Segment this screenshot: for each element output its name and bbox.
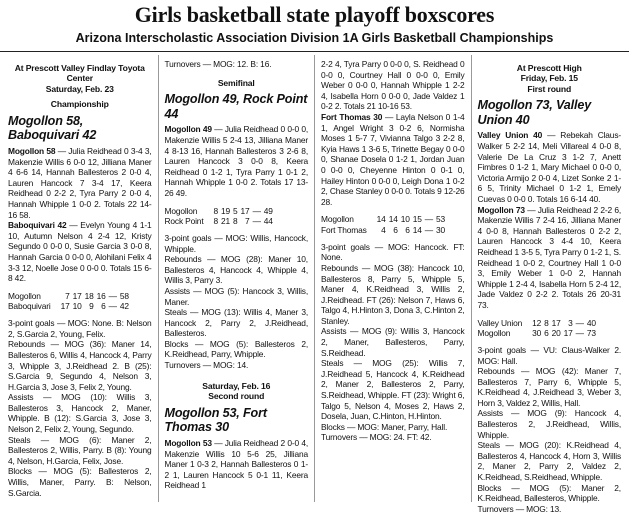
game-title: Mogollon 53, Fort Thomas 30 xyxy=(164,405,267,435)
venue-heading xyxy=(8,63,152,94)
team-name: Mogollon 58 xyxy=(8,146,56,156)
headline: Girls basketball state playoff boxscores xyxy=(134,2,495,27)
round-label: Semifinal xyxy=(217,77,255,88)
game-note: Turnovers — MOG: 13. xyxy=(477,503,562,514)
game-title: Mogollon 73, Valley Union 40 xyxy=(477,98,592,127)
score-row: Baboquivari 17 10 9 6 — 42 xyxy=(8,300,129,311)
team-name: Mogollon 49 xyxy=(164,124,212,135)
score-row: Rock Point 8 21 8 7 — 44 xyxy=(164,215,273,226)
game-note: Assists — MOG (10): Willis 3, Ballesteros 3, Hancock 2, Maner, Whipple. B (12): S.Garcia 3, Jose 3, Nelson 2, Felix 2, Young, Segundo. xyxy=(8,392,152,435)
team-name: Fort Thomas 30 xyxy=(321,111,383,122)
player-stats: — Julia Reidhead 0 3-4 3, Makenzie Willis 6 0-0 12, Jilliana Maner 4 6-6 14, Hannah Ballesteros 2 0-0 4, Lauren Hancock 7 3-4 17, Keera Reidhead 0 2-2 2, Tyra Parry 2 0-0 4, Hannah Whipple 1 0-0 2. Totals 22 14-16 58. xyxy=(8,146,152,220)
player-stats: — Julia Reidhead 2 0-0 4, Makenzie Willis 10 5-6 25, Jilliana Maner 1 0-3 2, Hannah Ballesteros 0 1-2 1, Lauren Hancock 5 0-1 11, Keera Reidhead 1 xyxy=(164,438,308,491)
subheadline: Arizona Interscholastic Association Division 1A Girls Basketball Championships xyxy=(75,31,554,45)
team-name: Mogollon 73 xyxy=(477,204,525,215)
game-note: 3-point goals — MOG: Hancock. FT: None. xyxy=(321,241,465,263)
game-note: Assists — MOG (5): Hancock 3, Willis, Maner. xyxy=(164,285,308,307)
column-4 xyxy=(471,55,628,514)
game-title: Mogollon 49, Rock Point 44 xyxy=(164,92,308,121)
team-stat-line xyxy=(165,438,309,491)
column-3 xyxy=(314,55,471,502)
game-note: Blocks — MOG (5): Maner 2, K.Reidhead, Ballesteros, Whipple. xyxy=(477,482,621,504)
player-stats: — Rebekah Claus-Walker 5 2-2 14, Meli Villareal 4 0-0 8, Valerie De La Cruz 3 1-2 7, Anett Fimbres 0 1-2 1, Mary Michael 0 0-0 0, Victoria Armijo 2 0-0 4, Lizet Sonke 2 1-6 5, Trinity Michael 0 1-2 1, Emely Cuevas 0 0-0 0. Totals 16 6-14 40. xyxy=(477,130,621,204)
venue-name: At Prescott Valley Findlay Toyota Center xyxy=(14,63,145,84)
game-note: Blocks — MOG (5): Ballesteros 2, K.Reidhead, Parry, Whipple. xyxy=(164,338,308,360)
round-label: Second round xyxy=(208,391,265,402)
player-stats-continued: 2-2 4, Tyra Parry 0 0-0 0, S. Reidhead 0 0-0 0, Courtney Hall 0 0-0 0, Emily Weber 0 0-0 0, Hannah Whipple 1 2-2 4, Isabella Horn 0 0-0 0, Jade Valdez 1 0-2 2. Totals 21 10-16 53. xyxy=(321,59,465,112)
score-by-quarter xyxy=(478,318,599,338)
team-stat-line xyxy=(8,146,152,220)
game-note: Turnovers — MOG: 14. xyxy=(164,360,249,371)
game-note: Rebounds — MOG (38): Hancock 10, Ballesteros 8, Parry 5, Whipple 5, Maner 4, K.Reidhead 3, Willis 2, J.Reidhead. FT (26): Nelson 7, Haws 6, Talgo 4, H.Hinton 3, Dona 3, C.Hinton 2, Stanley. xyxy=(321,262,465,326)
score-by-quarter xyxy=(321,214,448,234)
game-note: Turnovers — MOG: 12. B: 16. xyxy=(164,59,272,69)
team-stat-line xyxy=(165,124,309,198)
team-stat-line xyxy=(478,205,622,311)
game-note: Turnovers — MOG: 24. FT: 42. xyxy=(321,432,432,443)
score-by-quarter xyxy=(165,206,276,226)
game-note: 3-point goals — MOG: None. B: Nelson 2, S.Garcia 2, Young, Felix. xyxy=(8,318,152,339)
game-note: 3-point goals — VU: Claus-Walker 2. MOG: Hall. xyxy=(477,344,621,366)
score-row: Valley Union 12 8 17 3 — 40 xyxy=(477,317,596,328)
score-row: Mogollon 14 14 10 15 — 53 xyxy=(321,214,445,225)
venue-heading xyxy=(478,63,622,94)
game-note: Rebounds — MOG (42): Maner 7, Ballesteros 7, Parry 6, Whipple 5, K.Reidhead 4, J.Reidhead 3, Weber 3, Horn 3, Valdez 2, Willis, Hall. xyxy=(477,366,621,408)
round-heading xyxy=(165,381,309,402)
game-note: Rebounds — MOG (28): Maner 10, Ballesteros 4, Hancock 4, Whipple 4, Willis 3, Parry 3. xyxy=(164,254,308,286)
player-stats: — Julia Reidhead 2 2-2 6, Makenzie Willis 7 2-4 16, Jilliana Maner 4 0-0 8, Hannah Ballesteros 0 2-2 2, Lauren Hancock 3 4-4 10, Keera Reidhead 1 3-5 5, Tyra Parry 0 1-2 1, S. Reidhead 1 0-0 2, Courtney Hall 1 0-0 3, Emily Weber 1 0-0 2, Hannah Whipple 1 2-4 4, Isabella Horn 5 2-4 12, Jade Valdez 0 2-2 2. Totals 26 20-31 73. xyxy=(477,204,621,310)
team-name: Baboquivari 42 xyxy=(8,220,67,231)
game-date: Saturday, Feb. 16 xyxy=(202,380,271,391)
score-row: Mogollon 7 17 18 16 — 58 xyxy=(8,290,129,301)
column-1 xyxy=(2,55,158,502)
game-note: Steals — MOG (25): Willis 7, J.Reidhead 5, Hancock 4, K.Reidhead 2, Maner 2, Ballesteros 2, Parry, S.Reidhead, Whipple. FT (23): Wright 6, Talgo 5, Nelson 4, Moses 2, Haws 2, Dosela, Juan, C.Hinton, H.Hinton. xyxy=(321,358,465,422)
game-note: Steals — MOG (6): Maner 2, Ballesteros 2, Willis, Parry. B (8): Young 4, Nelson, H.Garcia, Felix, Jose. xyxy=(8,434,152,466)
game-date: Saturday, Feb. 23 xyxy=(45,83,114,94)
column-2 xyxy=(158,55,315,502)
game-date: Friday, Feb. 15 xyxy=(520,73,578,84)
game-note: Assists — MOG (9): Willis 3, Hancock 2, Maner, Ballesteros, Parry, S.Reidhead. xyxy=(321,326,465,358)
player-stats: — Layla Nelson 0 1-4 1, Angel Wright 3 0-2 6, Normisha Moses 1 5-7 7, Vivianna Talgo 3 2-2 8, Kyia Haws 1 3-6 5, Trinette Begay 0 0-0 0, Shanae Dosela 0 1-2 1, Jordan Juan 0 0-0 0, Cheyenne Hinton 0 0-1 0, Hailey Hinton 0 0-0 0, Leigh Dona 1 0-2 2, Chase Stanley 0 0-0 0. Totals 9 12-26 28. xyxy=(321,111,465,207)
game-note: Steals — MOG (20): K.Reidhead 4, Ballesteros 4, Hancock 4, Horn 3, Willis 2, Maner 2, Parry 2, Valdez 2, K.Reidhead, S.Reidhead, Whipple. xyxy=(477,440,621,483)
player-stats: — Julia Reidhead 0 0-0 0, Makenzie Willis 5 2-4 13, Jilliana Maner 4 8-13 16, Hannah Ballesteros 3 2-6 8, Lauren Hancock 3 0-0 8, Keera Reidhead 0 1-2 1, Tyra Parry 1 0-1 2, Hannah Whipple 1 0-0 2. Totals 17 13-26 49. xyxy=(164,124,308,198)
game-note: Assists — MOG (9): Hancock 4, Ballesteros 2, J.Reidhead, Willis, Whipple. xyxy=(477,408,621,440)
game-title: Mogollon 58, Baboquivari 42 xyxy=(8,113,97,143)
venue-name: At Prescott High xyxy=(516,63,582,73)
score-row: Fort Thomas 4 6 6 14 — 30 xyxy=(321,224,445,235)
game-note: Steals — MOG (13): Willis 4, Maner 3, Hancock 2, Parry 2, J.Reidhead, Ballesteros. xyxy=(164,307,308,339)
score-by-quarter xyxy=(8,291,132,311)
team-stat-line xyxy=(321,112,465,207)
header-rule xyxy=(0,51,629,52)
score-row: Mogollon 8 19 5 17 — 49 xyxy=(164,205,273,216)
game-note: 3-point goals — MOG: Willis, Hancock, Whipple. xyxy=(164,232,308,254)
player-stats: — Evelyn Young 4 1-1 10, Autumn Nelson 4 2-4 12, Kristy Segundo 0 0-0 0, Susie Garcia 3 0-0 8, Hannah Garcia 0 0-0 0, Alohilani Felix 4 3-3 12, Noelle Jose 0 0-0 0. Totals 15 6-8 42. xyxy=(8,220,152,284)
team-name: Valley Union 40 xyxy=(477,130,543,141)
game-note: Rebounds — MOG (36): Maner 14, Ballesteros 6, Willis 4, Hancock 4, Parry 3, Whipple 3, J.Reidhead 2. B (25): S.Garcia 9, Segundo 4, Nelson 3, H.Garcia 3, Jose 3, Felix 2, Young. xyxy=(8,339,152,392)
game-note: Blocks — MOG: Maner, Parry, Hall. xyxy=(321,421,448,432)
score-row: Mogollon 30 6 20 17 — 73 xyxy=(477,327,596,338)
team-name: Mogollon 53 xyxy=(164,438,212,449)
round-label: Championship xyxy=(50,99,109,110)
round-label: First round xyxy=(527,83,572,94)
boxscore-columns xyxy=(2,55,627,514)
game-note: Blocks — MOG (5): Ballesteros 2, Willis, Maner, Parry. B: Nelson, S.Garcia. xyxy=(8,466,152,498)
team-stat-line xyxy=(8,220,152,284)
team-stat-line xyxy=(478,130,622,204)
